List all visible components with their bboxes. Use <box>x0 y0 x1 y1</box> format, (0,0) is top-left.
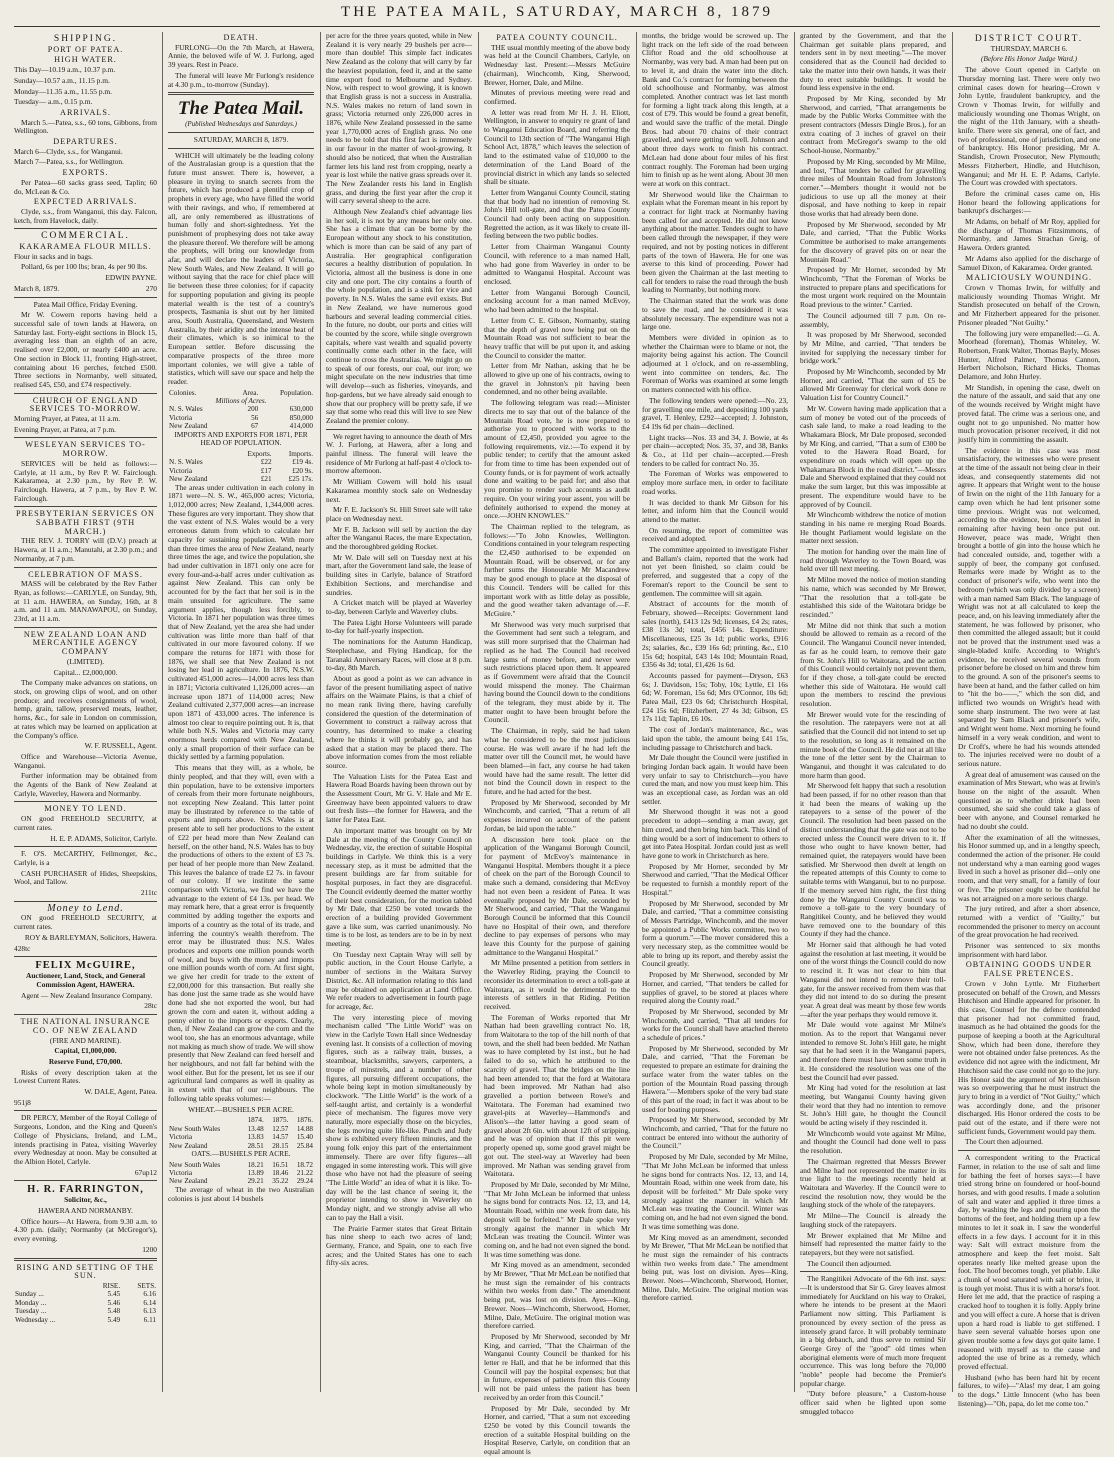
court-paragraph: The following jury were empanelled:—G. A. Moorhead (foreman), Thomas Whiteley, W. Robertson, Frank Walter, Thomas Bayly, Moses Hunter, Alfred Palmer, Thomas Cannon, Herbert Nicholson, Richard Hicks, Thomas Delamore, and John Hurley. <box>958 328 1100 382</box>
wheat-col: 1874. <box>247 1116 264 1125</box>
table-row <box>168 467 314 475</box>
nzloan-text: The Company make advances on stations, on stock, on growing clips of wool, and on other produce; and receives consignments of wool, hemp, grain, tallow, preserved meats, leather, horns, &c., for sale in London on commission, at rates which may be learned on application at the Company's office. <box>14 678 157 740</box>
editorial-paragraph: WHICH will ultimately be the leading colony of the Australasian group is a question that the future must answer. There is, however, a pleasure in trying to snatch secrets from the future, which has produced a plentiful crop of prophets in every age, who have filled the world with their ravings, and who, if remembered at all, are only remembered as illustrations of human folly and short-sightedness. Yet the punishment of prophesying does not take away the pleasure thereof. We therefore will be among the prophets, will bring our knowledge from afar, and will declare the leaders of Victoria, New South Wales, and New Zealand. It will go without saying that the race for chief place will lie between these three colonies; for if capacity for supporting population and giving its people material wealth is the test of a country's prospects, Tasmania is shut out by her limited area, South Australia, Queensland, and Western Australia, by their aridity and the intense heat of their climates, which is so inimical to the European settler. Before discussing the comparative prospects of the three more important colonies, we will give a table of statistics, which will save our space and help the reader. <box>168 150 314 386</box>
flour-date: March 8, 1879. <box>14 283 60 293</box>
wheat-cell: Victoria <box>169 1133 193 1142</box>
imp-col <box>168 450 232 458</box>
council-paragraph: Mr Sherwood felt happy that such a resolution had been passed, if for no other reason than that it had been the means of waking up the ratepayers to a sense of the power of the Council. The resolution had been passed on the distinct understanding that the gate was not to be erected unless the Council were driven to it. If those who ought to have known better, had remained quiet, the ratepayers would have been satisfied. Mr Sherwood then dwelt at length on the repeated attempts of this County to come to suitable terms with Wanganui, but to no purpose. If the memory served him right, the first thing done by the Wanganui County Council was to remove a toll-gate to the very boundary of Rangitikei County, and he believed they would have removed one to the boundary of this County if they had the chance. <box>800 781 946 939</box>
council-paragraph: Accounts passed for payment—Dryson, £63 6s; J. Davidson, 15s; Toby, 10s; Lyttle, £1 16s 6d; W. Foreman, 15s 6d; Mrs O'Connor, 10s 6d; Patea Mail, £23 0s 6d; Christchurch Hospital, £24 15s 6d; Flitzherbert, 27 4s 3d; Gibson, £5 17s 11d; Taplin, £6 10s. <box>642 670 788 724</box>
council-paragraph: THE usual monthly meeting of the above body was held at the Council Chambers, Carlyle, on Wednesday last. Present:—Messrs McGuire (chairman), Winchcomb, King, Sherwood, Brewer, Horner, Dale, and Milne. <box>484 42 630 87</box>
council-paragraph: Mr Sherwood thought it was not a good precedent to adopt—sending a man away, get him cured, and then bring him back. This kind of thing would be a sort of inducement to others to get into Patea Hospital. Jordan could just as well have gone to work in Christchurch as here. <box>642 807 788 860</box>
column-6 <box>800 31 946 1416</box>
council-paragraph: Letter from Wanganui County Council, stating that that body had no intention of removing St. John's Hill toll-gate, and that the Patea County Council had only been acting on supposition. Regretted the action, as it was likely to create ill-feeling between the two public bodies. <box>484 187 630 241</box>
sun-col: SETS. <box>137 1281 156 1290</box>
oats-cell: New South Wales <box>169 1160 221 1169</box>
news-item: Mr W. Dale will sell on Tuesday next at his mart, after the Government land sale, the lease of building sites in Carlyle, balance of Stratford Exhibition Sections, and merchandise and sundries. <box>326 552 472 597</box>
council-paragraph: Proposed by Mr Sherwood, seconded by Mr Dale, and carried, "That a committee consisting of Messrs Partridge, Winchcomb, and the mover be appointed a Public Works committee, two to form a quorum."—The mover considered this a very necessary step, as the committee would be able to bring up its report, and thereby assist the Council greatly. <box>642 898 788 969</box>
imp-cell: £17 <box>260 466 272 475</box>
sun-cell: 5.49 <box>107 1315 121 1324</box>
expected-heading: EXPECTED ARRIVALS. <box>33 197 138 207</box>
council-paragraph: Proposed by Mr Dale, seconded by Mr Milne, "That Mr John McLean be informed that unless he signs bond for contracts Nos. 12, 13, and 14, Mountain Road, within one week from date, his deposit will be forfeited." Mr Dale spoke very strongly against the manner in which Mr McLean was treating the Council. Winter was coming on, and he had not even signed the bond. It was time something was done. <box>484 1180 630 1259</box>
column-rule <box>162 32 163 1392</box>
council-paragraph: Members were divided in opinion as to whether the Chairman were to blame or not, the majority being against his action. The Council adjourned at 1 o'clock, and on re-assembling, went into committee on tenders, &c. The Foreman of Works was examined at some length on matters connected with his office. <box>642 332 788 395</box>
wheat-cell: 15.40 <box>296 1133 313 1142</box>
council-paragraph: The following telegram was read:—Minister directs me to say that out of the balance of the Mountain Road vote, he is now prepared to authorise you to proceed with works to the amount of £2,450, provided you agree to the following requirements, viz.:—To expend it by public tender; to certify that the amount asked for from time to time has been expended out of County funds, or is for payment of work actually done and waiting to be paid for; and also that you promise to render such accounts as audit require. On your wiring your assent, you will be definitely authorised to expend the money at once.—JOHN KNOWLES." <box>484 398 630 521</box>
council-paragraph: The Chairman, in reply, said he had taken what he considered to be the most judicious course. He was well aware if he had left the matter over till the Council met, he would have been blamed—in fact, any course he had taken would have had the same result. The letter did not bind the Council down in respect to the future, and he had acted for the best. <box>484 726 630 797</box>
farrington-place: HAWERA AND NORMANBY. <box>38 1206 133 1216</box>
national-sign: W. DALE, Agent, Patea. <box>84 1087 157 1097</box>
news-item: The Patea Light Horse Volunteers will parade to-day for half-yearly inspection. <box>326 617 472 636</box>
council-paragraph: Mr King had voted for the resolution at last meeting, but Wanganui County having given their word that they had no intention to remove St. John's Hill gate, he thought the Council would be acting wisely if they rescinded it. <box>800 1083 946 1128</box>
tide-line: Tuesday— a.m., 0.15 p.m. <box>14 97 93 107</box>
death-heading: DEATH. <box>223 33 259 42</box>
council-paragraph: Mr W. Cowern having made application that a sum of money be voted out of the proceeds of cash sale land, to make a road leading to the Whakamara Block, Mr Dale proposed, seconded by Mr King, and carried, "That a sum of £300 be voted to the Hawera Road Board, for expenditure on roads which will open up the Whakamara Block in the road district."—Messrs Dale and Sherwood explained that they could not make the sum larger, but this was impossible at present. The expenditure would have to be approved of by Council. <box>800 403 946 509</box>
money2-number: 428tc <box>14 943 31 953</box>
council-paragraph: Proposed by Mr King, seconded by Mr Sherwood, and carried, "That arrangements be made by the Public Works Committee with the present contractors (Messrs Dingle Bros.), for an extra coating of 3 inches of gravel on their contract from McGregor's swamp to the old School-house, Normanby." <box>800 93 946 156</box>
pop-col: Population. <box>280 388 313 397</box>
imp-cell: £21 <box>260 475 272 484</box>
news-item: Husband (who has been hard hit by recent failures, to wife)—"Alas! my dear, I am going to the dogs." Little Innocent (who has been listening)—"Oh, papa, do let me come too." <box>958 1372 1100 1408</box>
article-paragraph: per acre for the three years quoted, while in New Zealand it is very nearly 29 bushels per acre—more than double! This simple fact indicates New Zealand as the colony that will carry by far the heaviest population, feed it, and at the same time export food to Melbourne and Sydney. Now, with respect to wool growing, it is known that English grass is not a success in Australia. N.S. Wales makes no return of land sown in grass; Victoria returned only 226,000 acres in 1876, while New Zealand possessed in the same year 1,770,000 acres of English grass. No one needs to be told that this first fact is immensely in our favour in the matter of wool-growing. It should also be noticed, that when the Australian farmer lets his land rest from cropping, nearly a year is lost while the native grass spreads over it. The New Zealander rests his land in English grass, and during the first year after the crop it will carry several sheep to the acre. <box>326 31 472 206</box>
nzloan-sign: W. F. RUSSELL, Agent. <box>84 741 157 751</box>
news-item: A Cricket match will be played at Waverley to-day, between Carlyle and Waverley clubs. <box>326 598 472 616</box>
council-paragraph: Proposed by Mr Sherwood, seconded by Mr Winchcomb, and carried, "That all tenders for works for the Council shall have attached thereto a schedule of prices." <box>642 1006 788 1043</box>
oats-heading: OATS.—BUSHELS PER ACRE. <box>191 1148 291 1158</box>
oats-cell: Victoria <box>169 1169 193 1178</box>
news-item: About as good a point as we can advance in favor of the present humiliating aspect of native affairs on the Waimate Plains, is that a chief of no mean rank living there, having carefully considered the question of the determination of Government to construct a railway across that country, has determined to make a clearing where he thinks it will probably go, and has asked that a station may be placed there. The above information comes from the most reliable source. <box>326 673 472 770</box>
council-paragraph: The Foreman of Works was empowered to employ more surface men, in order to facilitate road works. <box>642 469 788 496</box>
council-paragraph: Mr Milne did not think that such a motion should be allowed to remain as a record of the Council. The Wanganui Council never intended, as far as he could learn, to remove their gate from St. John's Hill to Waitotara, and the action of this Council would certainly not prevent them, for if they chose, a toll-gate could be erected whether this side of Waitotara. He would call upon the members to rescind the previous resolution. <box>800 620 946 709</box>
sun-cell: 5.45 <box>107 1290 121 1299</box>
pop-cell: Victoria <box>169 413 193 422</box>
imports-heading: IMPORTS AND EXPORTS FOR 1871, PER HEAD OF POPULATION. <box>174 429 308 448</box>
sun-col: RISE. <box>102 1281 121 1290</box>
money-heading: MONEY TO LEND. <box>44 804 127 814</box>
column-2 <box>168 32 314 1392</box>
oats-cell: 18.72 <box>296 1160 313 1169</box>
council-paragraph: The cost of Jordan's maintenance, &c., was laid upon the table, the amount being £41 15s, including passage to Christchurch and back. <box>642 725 788 752</box>
council-paragraph: The committee appointed to investigate Fisher and Ballam's claim, reported that the work had not yet been finished, so claim could be preferred, and suggested that a copy of the Foreman's report to the Council be sent to gentlemen. The committee will sit again. <box>642 545 788 598</box>
date-line: SATURDAY, MARCH 8, 1879. <box>193 134 289 144</box>
wheat-cell: 13.83 <box>247 1133 264 1142</box>
national-heading: THE NATIONAL INSURANCE CO. OF NEW ZEALAND <box>20 1017 151 1035</box>
high-water-heading: HIGH WATER. <box>54 55 117 65</box>
court-paragraph: Prisoner was sentenced to six months imprisonment with hard labor. <box>958 941 1100 959</box>
pop-cell: New Zealand <box>169 422 208 431</box>
farrington-heading: H. R. FARRINGTON, <box>27 1184 144 1196</box>
news-item: An important matter was brought on by Mr Dale at the meeting of the County Council on Wednesday, viz, the erection of suitable Hospital buildings in Carlyle. We think this is a very necessary step, as it must be admitted that the present buildings are far from suitable for hospital purposes, in fact they are disgraceful. The Council evidently deemed the matter worthy of their best consideration, for the motion tabled by Mr Dale, that £250 be voted towards the erection of a building provided Government gave a like sum, was carried unanimously. No time is to be lost, as tenders are to be in by next meeting. <box>326 825 472 949</box>
exports-heading: EXPORTS. <box>62 168 109 178</box>
tide-line: This Day—10.19 a.m., 10.37 p.m. <box>14 65 116 75</box>
flour-ad-number: 270 <box>145 283 157 293</box>
pop-col: Colonies. <box>169 388 197 397</box>
pop-cell: 56 <box>251 413 259 422</box>
oats-cell: 18.21 <box>247 1160 264 1169</box>
column-rule <box>794 32 795 1392</box>
court-paragraph: The above Court opened in Carlyle on Thursday morning last. There were only two criminal cases down for hearing—Crown v John Lyttle, fraudulent bankruptcy, and the Crown v Thomas Irwin, for wilfully and maliciously wounding one Thomas Wright, on the night of the 11th January, with a sheath-knife. There were six general, one of fact, and two of professional, one of jurisdiction, and one of bankruptcy. His Honor presiding, Mr A. Standish, Crown Prosecutor, New Plymouth; Messrs Fitzherbert, Hindle, and Hutchison, Wanganui; and Mr H. E. P. Adams, Carlyle. The Court was crowded with spectators. <box>958 65 1100 188</box>
sun-cell: Sunday ... <box>15 1290 44 1299</box>
population-table <box>168 389 314 431</box>
table-row <box>168 458 314 466</box>
council-paragraph: Mr Milne—The Council is already the laughing stock of the ratepayers. <box>800 1211 946 1229</box>
news-item: The very interesting piece of moving mechanism called "The Little World" was on view in the Carlyle Town Hall since Wednesday evening last. It consists of a collection of moving figures, such as a railway train, busses, a steamboat, blacksmiths, sawyers, carpenters, a troupe of minstrels, and a number of other figures, all pursuing different occupations, the whole being kept in motion simultaneously by clockwork. "The Little World" is the work of a self-taught artist, and certainly is a wonderful piece of mechanism. The figures move very naturally, more especially those on the bicycles, the legs moving quite life-like. Punch and Judy show is exhibited every fifteen minutes, and the young folk enjoy this part of the entertainment immensely. There are over fifty figures—all engaged in some interesting work. This will give those who have not had the pleasure of seeing "The Little World" an idea of what it is like. To-day will be the last chance of seeing it, the proprietor intending to show in Waverley on Monday night, and we strongly advise all who can to pay the Hall a visit. <box>326 1012 472 1222</box>
flour-line: Flour in sacks and in bags. <box>14 251 93 261</box>
imp-cell: Victoria <box>169 466 193 475</box>
council-paragraph: Proposed by Mr Dale, seconded by Mr Horner, and carried, "That a sum not exceeding £250 be voted by this Council towards the erection of a suitable Hospital building on the Hospital Reserve, Carlyle, on condition that an equal amount is <box>484 1403 630 1457</box>
money2-sign: ROY & BARLEYMAN, Solicitors, Hawera. <box>24 932 157 942</box>
fos-text: CASH PURCHASER of Hides, Sheepskins, Wool, and Tallow. <box>14 868 157 887</box>
council-paragraph: Mr Milne moved the notice of motion standing his name, which was seconded by Mr Brewer, "That the resolution that a toll-gate be established this side of the Waitotara bridge be rescinded." <box>800 575 946 619</box>
council-paragraph: Mr Horner said that although he had voted against the resolution at last meeting, it would be one of the worst things the Council could do now to rescind it. It was not clear to him that Wanganui did not intend to remove their toll-gate, for the answer received from them was that they did not intend to do so during the present year. A great deal was meant by those few words—after the year perhaps they would remove it. <box>800 940 946 1019</box>
council-paragraph: Mr Dale would vote against Mr Milne's motion. As to the report that Wanganui never intended to remove St. John's Hill gate, he might say that he had seen it in the Wanganui papers, and therefore there must have been some truth in it. He considered the resolution was one of the best the Council had ever passed. <box>800 1020 946 1082</box>
felix-text: Agent — New Zealand Insurance Company. <box>21 990 153 1000</box>
council-paragraph: The motion for handing over the main line of road through Waverley to the Town Board, was held over till next meeting. <box>800 547 946 574</box>
sun-cell: Monday ... <box>15 1298 47 1307</box>
arrivals-text: March 5.—Patea, s.s., 60 tons, Gibbons, from Wellington. <box>14 117 157 136</box>
council-paragraph: Mr Winchcomb would vote against Mr Milne, and thought the Council had done well to pass the resolution. <box>800 1128 946 1156</box>
council-paragraph: Proposed by Mr Dale, seconded by Mr Milne, "That Mr John McLean be informed that unless he signs bond for contracts Nos. 12, 13, and 14, Mountain Road, within one week from date, his deposit will be forfeited." Mr Dale spoke very strongly against the manner in which Mr McLean was treating the Council. Winter was coming on, and he had not even signed the bond. It was time something was done. <box>642 1152 788 1231</box>
council-paragraph: The Chairman stated that the work was done to save the road, and he considered it was absolutely necessary. The expenditure was not a large one. <box>642 296 788 332</box>
departures-heading: DEPARTURES. <box>53 137 118 147</box>
sun-table <box>14 1282 157 1324</box>
death-text: FURLONG—On the 7th March, at Hawera, Annie, the beloved wife of W. J. Furlong, aged 39 years. Rest in Peace. <box>168 42 314 70</box>
pop-cell: 200 <box>247 405 259 414</box>
news-item: "Duty before pleasure," a Custom-house officer said when he lighted upon some smuggled tobacco <box>800 1389 946 1416</box>
imp-cell: £22 <box>260 458 272 467</box>
council-paragraph: Mr Brewer explained that Mr Milne and himself had represented the matter fairly to the ratepayers, but they were not satisfied. <box>800 1230 946 1257</box>
table-row <box>14 1316 157 1324</box>
expected-text: Clyde, s.s., from Wanganui, this day. Falcon, ketch, from Havelock, daily. <box>14 206 157 225</box>
imp-cell: £20 9s. <box>292 466 313 475</box>
court-paragraph: The jury retired, and after a short absence, returned with a verdict of "Guilty," but recommended the prisoner to mercy on account of the great provocation he had received. <box>958 904 1100 940</box>
council-paragraph: Letter from Wanganui Borough Council, enclosing account for a man named McEvoy, who had been admitted to the hospital. <box>484 287 630 315</box>
council-paragraph: Mr King moved as an amendment, seconded by Mr Brewer, "That Mr McLean be notified that he must sign the remainder of his contracts within two weeks from date." The amendment being put, was lost on division. Ayes—King, Brewer. Noes—Winchcomb, Sherwood, Horner, Milne, Dale, McGuire. The original motion was therefore carried. <box>642 1232 788 1303</box>
wesleyan-text: SERVICES will be held as follows:—Carlyle, at 11 a.m., by Rev P. W. Fairclough. Kakaramea, at 2.30 p.m., by Rev P. W. Fairclough. Hawera, at 7 p.m., by Rev P. W. Fairclough. <box>14 458 157 503</box>
court-paragraph: The Court then adjourned. <box>965 1137 1043 1147</box>
port-heading: PORT OF PATEA. <box>47 44 124 54</box>
court-paragraph: Mr Standish, in opening the case, dwelt on the nature of the assault, and said that any one of the wounds received by Wright might have proved fatal. The crime was a serious one, and ought not to go unpunished. No matter how much provocation prisoner received, it did not justify him in committing the assault. <box>958 382 1100 444</box>
pop-sub: Millions of Acres. <box>215 397 267 406</box>
shipping-heading: SHIPPING. <box>53 34 118 44</box>
news-item: Mr William Cowern will hold his usual Kakaramea monthly stock sale on Wednesday next. <box>326 477 472 504</box>
court-paragraph: Mr Adams also applied for the discharge of Samuel Dixon, of Kakaramea. Order granted. <box>958 253 1100 272</box>
court-date: THURSDAY, MARCH 6. <box>990 43 1068 53</box>
wheat-col: 1876. <box>296 1116 313 1125</box>
council-paragraph: Letter from Mr Nathan, asking that he be allowed to give up one of his contracts, owing to the gravel in Johnston's pit having been condemned, and no other being available. <box>484 361 630 397</box>
news-item: We regret having to announce the death of Mrs W. J. Furlong, at Hawera, after a long and painful illness. The funeral will leave the residence of Mr Furlong at half-past 4 o'clock to-morrow afternoon. <box>326 431 472 476</box>
council-paragraph: Proposed by Mr Sherwood, seconded by Mr Dale, and carried, "That the Public Works Committee be authorised to make arrangements for the discovery of gravel pits on or near the Mountain Road." <box>800 219 946 264</box>
news-item: Mr F. B. Jackson will sell by auction the day after the Wanganui Races, the mare Expectation, and the thoroughbred gelding Rocket. <box>326 524 472 552</box>
money2-text: ON good FREEHOLD SECURITY, at current rates. <box>14 913 157 932</box>
departure-line: March 6—Clyde, s.s., for Wanganui. <box>14 146 123 156</box>
flour-date-line <box>14 285 157 294</box>
felix-number: 28tc <box>144 1001 157 1011</box>
oats-cell: 35.22 <box>272 1177 289 1186</box>
council-paragraph: Proposed by Mr Sherwood, seconded by Mr King, and carried, "That the Chairman of the Wanganui County Council be thanked for his letter re Hall, and that he be informed that this Council will pay the hospital expenses; but that in future, expenses of patients from this County will not be paid unless the patient has been received by an order from this Council." <box>484 1331 630 1402</box>
court-subheading: MALICIOUSLY WOUNDING. <box>965 273 1093 283</box>
column-1 <box>14 32 157 1392</box>
church-line: Evening Prayer, at Patea, at 7 p.m. <box>14 424 116 434</box>
court-before: (Before His Honor Judge Ward.) <box>980 54 1078 64</box>
court-paragraph: Mr Adams, on behalf of Mr Roy, applied for the discharge of Thomas Fitzsimmons, of Normanby, and James Strachan Greig, of Hawera. Orders granted. <box>958 217 1100 253</box>
wheat-col <box>168 1116 240 1124</box>
pop-cell: 630,000 <box>289 405 313 414</box>
council-paragraph: Proposed by Mr Sherwood, seconded by Mr Winchcomb, and carried, "That a return of all expenses incurred on account of the patient Jordan, be laid upon the table." <box>484 797 630 833</box>
nzloan-capital: Capital... £2,000,000. <box>53 667 118 677</box>
presbyterian-text: THE REV. J. TORRY will (D.V.) preach at Hawera, at 11 a.m.; Manutahi, at 2.30 p.m.; and Normanby, at 7 p.m. <box>14 536 157 563</box>
pop-cell: 67 <box>251 422 259 431</box>
sun-cell: 5.46 <box>107 1298 121 1307</box>
council-paragraph: The Foreman of Works reported that Mr Nathan had been gravelling contract No. 18, from Waitotara to the top of the hill north of that town, and the shell had been bedded. Mr Nathan was to have completed by 1st inst., but he had failed to do so, which he attributed to the scarcity of gravel. That the bridges on the line had been attended to; that the ford at Waitotara had been improved. Mr Nathan had also gravelled a portion between Rowe's and Waitotara. The Foreman had examined two gravel-pits at Waverley—Hammond's and Alison's—the latter having a good seam of gravel about 2ft 6in. with about 12ft of stripping, and he was of opinion that if this pit were properly opened up, some good gravel might be got out. The steel-way at Waverley had been improved. Mr Nathan was sending gravel from Waitotara. <box>484 1012 630 1179</box>
imp-cell: £19 4s. <box>292 458 313 467</box>
church-line: Morning Prayer, at Patea, at 11 a.m. <box>14 414 121 424</box>
sun-cell: 6.11 <box>143 1315 156 1324</box>
imp-cell: £25 17s. <box>288 475 313 484</box>
arrivals-heading: ARRIVALS. <box>60 107 111 117</box>
council-paragraph: Proposed by Mr King, seconded by Mr Milne, and lost, "That tenders be called for gravelling three miles of Mountain Road from Johnston's corner."—Members thought it would not be judicious to use up all the money at their disposal, and have nothing to keep in repair those works that had already been done. <box>800 156 946 219</box>
farrington-number: 1200 <box>142 1244 157 1254</box>
council-paragraph: The Chairman regretted that Messrs Brewer and Milne had not represented the matter in its true light to the meetings recently held at Waitotara and Waverley. If the Council were to rescind the resolution now, they would be the laughing stock of the whole of the ratepayers. <box>800 1156 946 1210</box>
council-paragraph: Proposed by Mr Sherwood, seconded by Mr Horner, and carried, "That tenders be called for supplies of gravel, to be stored at places where required along the County road." <box>642 970 788 1006</box>
percy-text: DR PERCY, Member of the Royal College of Surgeons, London, and the King and Queen's College of Physicians, Ireland, and L.M., intends practising in Patea, visiting Waverley every Wednesday at noon. May be consulted at the Albion Hotel, Carlyle. <box>14 1113 157 1166</box>
paper-title: The Patea Mail. <box>177 98 305 120</box>
column-rule <box>478 32 479 1392</box>
wheat-cell: 13.48 <box>247 1124 264 1133</box>
pop-cell: N. S. Wales <box>169 405 203 414</box>
sun-cell: 6.16 <box>143 1290 156 1299</box>
council-paragraph: Proposed by Mr Sherwood, seconded by Mr Winchcomb, and carried, "That for the future no contract be entered into without the authority of the Council." <box>642 1115 788 1151</box>
wheat-cell: New Zealand <box>169 1141 208 1150</box>
felix-sub: Auctioneer, Land, Stock, and General Commission Agent, HAWERA. <box>25 971 145 989</box>
national-number: 951j8 <box>14 1097 31 1107</box>
pop-col: Area. <box>242 388 259 397</box>
commercial-heading: COMMERCIAL. <box>41 231 130 242</box>
table-row <box>168 1169 314 1177</box>
national-sub: (FIRE AND MARINE). <box>49 1035 122 1045</box>
wheat-cell: New South Wales <box>169 1124 221 1133</box>
table-row <box>168 414 314 422</box>
council-paragraph: Minutes of previous meeting were read and confirmed. <box>484 88 630 106</box>
money2-heading: Money to Lend. <box>47 902 124 914</box>
council-paragraph: Mr King moved as an amendment, seconded by Mr Brewer, "That Mr McLean be notified that he must sign the remainder of his contracts within two weeks from date." The amendment being put, was lost on division. Ayes—King, Brewer. Noes—Winchcomb, Sherwood, Horner, Milne, Dale, McGuire. The original motion was therefore carried. <box>484 1260 630 1331</box>
mass-text: MASS will be celebrated by the Rev Father Ryan, as follows:—CARLYLE, on Sunday, 9th, at 11 a.m. HAWERA, on Sunday, 16th, at 8 a.m. and 11 a.m. MANAWAPOU, on Sunday, 23rd, at 11 a.m. <box>14 579 157 624</box>
wheat-cell: 25.84 <box>296 1141 313 1150</box>
imp-col: Exports. <box>247 450 272 459</box>
flour-heading: KAKARAMEA FLOUR MILLS. <box>19 242 152 252</box>
oats-cell: 29.24 <box>296 1177 313 1186</box>
pop-cell: 414,000 <box>289 422 313 431</box>
council-paragraph: granted by the Government, and that the Chairman get suitable plans prepared, and tenders sent in by next meeting."—The mover considered that as the Council had decided to take the matter into their own hands, it was their duty to erect suitable buildings. It would be found less expensive in the end. <box>800 31 946 93</box>
council-paragraph: Proposed by Mr Sherwood, seconded by Mr Dale, and carried, "That the Foreman be requested to prepare an estimate for draining the surface water from the water tables on the portion of the Mountain Road passing through Hawera."—Members spoke of the very bad state of this part of the road; in fact it was about to be used for boating purposes. <box>642 1043 788 1114</box>
percy-number: 67up12 <box>134 1167 157 1177</box>
news-item: The Rangitikei Advocate of the 6th inst. says:—It is understood that Sir G. Grey leaves almost immediately for Auckland on his way to Orakei, where he intends to be present at the Maori Parliament now sitting. This Parliament is pronounced by every section of the press as intensely grand farce. It will probably terminate in a big debauch, and thus serve to remind Sir George Grey of the "good" old times when aboriginal elements were of much more frequent occurrence. This was long before the 70,000 "noble" people had become the Premier's popular charge. <box>800 1274 946 1388</box>
article-paragraph: Although New Zealand's chief advantage lies in her soil, it is not by any means her only one. She has a climate that can be borne by the European without any shock to his constitution, which is more than can be said of any part of Australia. Her geographical configuration secures a healthy distribution of population. In Victoria, almost all the business is done in one city and one port. The city contains a fourth of the whole population, and is a sink for vice and poverty. In N.S. Wales the same evil exists. But in New Zealand, we have numerous good harbours and several leading commercial cities. In the future, no doubt, our ports and cities will be counted by the score, while single overgrown capitals, where vast wealth and squalid poverty continually come each other in the face, will continue to cross the Australias. We might go on to speak of our forests, our coal, our iron; we might speculate on the new industries that time will develop—such as fisheries, vineyards, and hop-gardens, but we have already said enough to show that our prophecy will be pretty safe, if we say that some who read this will live to see New Zealand the premier colony. <box>326 207 472 425</box>
council-paragraph: Letter from Chairman Wanganui County Council, with reference to a man named Hall, who had gone from Waverley in order to be admitted to Wanganui Hospital. Account was enclosed. <box>484 242 630 286</box>
exports-text: Per Patea—60 sacks grass seed, Taplin; 60 do, McLean & Co. <box>14 177 157 196</box>
council-paragraph: A letter was read from Mr H. J. H. Eliott, Wellington, in answer to enquiry re grant of land to Wanganui Education Board, and referring the Council to 13th section of "The Wanganui High School Act, 1878," which leaves the selection of land to the estimated value of £10,000 to the determination of the Land Board of the provincial district in which any lands so selected shall be situate. <box>484 107 630 187</box>
death-funeral: The funeral will leave Mr Furlong's residence at 4.30 p.m., to-morrow (Sunday). <box>168 70 314 89</box>
news-item: Mr F. E. Jackson's St. Hill Street sale will take place on Wednesday next. <box>326 505 472 523</box>
wheat-cell: 28.51 <box>247 1141 264 1150</box>
fos-heading: F. O'S. McCARTHY, Fellmonger, &c., Carlyle, is a <box>14 849 157 867</box>
court-paragraph: Before the criminal cases came on, His Honor heard the following applications for bankrupt's discharges:— <box>958 188 1100 216</box>
court-subheading: OBTAINING GOODS UNDER FALSE PRETENCES. <box>965 960 1093 979</box>
table-row <box>168 405 314 413</box>
wheat-cell: 12.57 <box>272 1124 289 1133</box>
oats-table <box>168 1161 314 1186</box>
table-row <box>14 1307 157 1315</box>
imports-table <box>168 450 314 484</box>
national-capital: Capital, £1,000,000. <box>54 1046 117 1056</box>
nzloan-more: Further information may be obtained from the Agents of the Bank of New Zealand at Carlyle, Waverley, Hawera and Normanby. <box>14 771 157 798</box>
council-paragraph: Letter from C. E. Gibson, Normanby, stating that the depth of gravel now being put on the Mountain Road was not sufficient to bear the heavy traffic that will be put upon it, and asking the Council to consider the matter. <box>484 315 630 360</box>
felix-heading: FELIX McGUIRE, <box>35 960 136 972</box>
council-paragraph: Mr Sherwood would like the Chairman to explain what the Foreman meant in his report by a contract for light track at Normanby having been called for and accepted. He did not know anything about the matter. Tenders ought to have been called through the newspaper, if they were required, and not by posting notices in different parts of the town of Hawera. He for one was averse to this kind of proceeding. Power had been given the Chairman at the last meeting to call for tenders to raise the road through the bush leading to Normanby, but nothing more. <box>642 189 788 295</box>
council-paragraph: months, the bridge would be screwed up. The light track on the left side of the road between Cliftor Road and the old schoolhouse at Normanby, was very bad. A man had been put on to level it, and drain the water into the ditch. Bank and Co.'s contract for forming between the old schoolhouse and Normanby, was almost completed. Another contract was let last month for forming a light track along this length, at a cost of £79. This would be found a great benefit, and would save the traffic of the metal. Dingle Bros. had about 70 chains of their contract gravelled, and were getting on well. Johnson and about three days work to finish his contract. McLean had done about four miles of his first contract roughly. The Foreman had been urging him to finish up as he went along. About 30 men were at work on this contract. <box>642 31 788 188</box>
table-row <box>14 1299 157 1307</box>
wesleyan-heading: WESLEYAN SERVICES TO-MORROW. <box>25 440 146 459</box>
nzloan-heading: NEW ZEALAND LOAN AND MERCANTILE AGENCY COMPANY <box>23 629 148 657</box>
masthead-rule <box>14 26 1100 27</box>
paper-subtitle: (Published Wednesdays and Saturdays.) <box>185 120 297 129</box>
farrington-sub: Solicitor, &c., <box>64 1195 107 1205</box>
tide-line: Sunday—10.57 a.m., 11.15 p.m. <box>14 75 110 85</box>
council-paragraph: A discussion here took place on the application of the Wanganui Borough Council, for payment of McEvoy's maintenance in Wanganui Hospital. Members thought it a piece of cheek on the part of the Borough Council to make such a demand, considering that McEvoy had not even been a resident of Patea. It was eventually proposed by Mr Dale, seconded by Mr Sherwood, and carried, "That the Wanganui Borough Council be informed that this Council have no Hospital of their own, and therefore decline to pay expenses of persons who may leave this County for the purpose of gaining admittance to the Wanganui Hospital." <box>484 834 630 957</box>
court-paragraph: The evidence in this case was most unsatisfactory, the witnesses who were present at the time of the assault not being clear in their ideas, and consequently statements did not agree. It appears that Wright went to the house of Irwin on the night of the 11th January for a camp oven which he had lent prisoner some time previous. Wright was not welcomed, according to the evidence, but he persisted in remaining after having been once put out. However, peace was made, Wright then brought a bottle of gin into the house which he had concealed outside, and, together with a supply of beer, the company got confused. Remarks were made by Wright as to the conduct of prisoner's wife, who went into the bedroom (which was only divided by a screen) with a man named Sam Black. The language of Wright was not at all calculated to keep the peace, and, on his leaving immediately after the statement, he was followed by prisoner, who then committed the alleged assault; but it could not be proved that the instrument used was a single-bladed knife. According to Wright's evidence, he received several wounds from prisoner before he closed on him and threw him to the ground. A son of the prisoner's seems to have been at hand, and the father called on him to "hit the bo——," which the son did, and inflicted two wounds on Wright's head with some sharp instrument. The two were at last separated by Sam Black and prisoner's wife, and Wright went home. Next morning he found himself in a very weak condition, and went to Dr Croft's, where he had his wounds attended to. The injuries received were no doubt of a serious nature. <box>958 445 1100 768</box>
national-text: Risks of every description taken at the Lowest Current Rates. <box>14 1067 157 1086</box>
sun-col <box>14 1282 87 1290</box>
sun-cell: 5.48 <box>107 1307 121 1316</box>
tide-line: Monday—11.35 a.m., 11.55 p.m. <box>14 86 112 96</box>
wheat-table <box>168 1116 314 1150</box>
council-paragraph: It was proposed by Mr Sherwood, seconded by Mr Milne, and carried, "That tenders be invited for supplying the necessary timber for bridge work." <box>800 330 946 366</box>
council-paragraph: Proposed by Mr Horner, seconded by Mr Sherwood and carried, "That the Medical Officer be requested to furnish a monthly report of the Hospital." <box>642 861 788 897</box>
oats-cell: 13.89 <box>247 1169 264 1178</box>
national-reserve: Reserve Fund, £70,000. <box>48 1056 123 1066</box>
council-paragraph: Mr Winchcomb withdrew the notice of motion standing in his name re merging Road Boards. He thought Parliament would legislate on the matter next session. <box>800 510 946 546</box>
flour-line: Pollard, 6s per 100 lbs; bran, 4s per 90 lbs. <box>21 262 148 272</box>
council-paragraph: Mr Milne presented a petition from settlers in the Waverley Riding, praying the Council to reconsider its determination to erect a toll-gate at Waitotara, as it would be detrimental to the interests of settlers in that Riding. Petition received. <box>484 958 630 1011</box>
council-paragraph: The following tenders were opened:—No. 23, for gravelling one mile, and depositing 100 yards gravel, T. Henley, £292—accepted; J. Johnston, £4 19s 6d per chain—declined. <box>642 395 788 431</box>
council-paragraph: On resuming, the report of committee was received and adopted. <box>642 525 788 544</box>
sun-cell: Wednesday ... <box>15 1315 56 1324</box>
court-paragraph: Crown v Thomas Irwin, for wilfully and maliciously wounding Thomas Wright. Mr Standish prosecuted on behalf of the Crown, and Mr Fitzherbert appeared for the prisoner. Prisoner pleaded "Not Guilty." <box>958 282 1100 327</box>
council-paragraph: Mr Dale thought the Council were justified in bringing Jordan back again. It would have been very unfair to say to Christchurch—you have cured the man, and now you must keep him. This was an exceptional case, as Jordan was an old settler. <box>642 753 788 806</box>
column-5 <box>642 32 788 1392</box>
council-paragraph: Light tracks—Nos. 33 and 34, J. Bowie, at 4s per chain—accepted; Nos. 35, 37, and 38, Banks & Co., at 11d per chain—accepted.—Fresh tenders to be called for contract No. 35. <box>642 432 788 468</box>
council-paragraph: Abstract of accounts for the month of February, showed—Receipts: Government land sales (north), £413 12s 9d; licenses, £4 2s; rates, £38 13s 3d; total, £456 14s. Expenditure: Miscellaneous, £25 3s 1d; public works, £916 2s; salaries, &c., £39 16s 6d; printing, &c., £10 15s 6d; hospital, £43 14s 10d; Mountain Road, £356 4s 3d; total, £1,426 1s 6d. <box>642 599 788 670</box>
wheat-cell: 28.15 <box>272 1141 289 1150</box>
wheat-cell: 14.57 <box>272 1133 289 1142</box>
imp-cell: New Zealand <box>169 475 208 484</box>
court-paragraph: A great deal of amusement was caused on the examination of Mrs Stewart, who was at Irwin's house on the night of the assault. When questioned as to whether drink had been consumed, she said she could take a glass of beer with anyone, and Counsel remarked he had no doubt she could. <box>958 769 1100 831</box>
oats-cell: 29.21 <box>247 1177 264 1186</box>
column-7 <box>958 32 1100 1408</box>
editorial-paragraph: This means that they will, as a whole, be thinly peopled, and that they will, even with a thin population, have to be extensive importers of cereals from their more fortunate neighbours, not excepting New Zealand. This latter point may be illustrated by reference to the table of exports and imports above. N.S. Wales is at present able to sell her productions to the extent of £22 per head more than New Zealand can herself, on the other hand, N.S. Wales has to buy the productions of others to the extent of £3 7s. per head of her people more than New Zealand. This leaves the balance of trade £2 7s. in favour of our colony. If we institute the same comparison with Victoria, we find we have the advantage to the extent of £4 13s. per head. We may remark here, that a great error is frequently committed by adding together the exports and imports of a country as the total of its trade, and inferring the country's wealth therefrom. The error may be illustrated thus: N.S. Wales produces and exports one million pounds worth of wool, and buys with the money and imports one million pounds worth of corn. At first sight, we give her credit for trade to the extent of £2,000,000 for this transaction. But really she has done just the same trade as she would have done had she not exported the wool, but had grown the corn and eaten it, without adding a penny either to the imports or exports. Clearly, then, if New Zealand can grow the corn and the wool too, she has an enormous advantage, while not making as much show of trade. We will show presently that New Zealand can feed herself and her neighbours, and not fall far behind with the wool either. But for the present, let us see if our agricultural land compares as well in quality as in extent with that of our neighbours. The following table speaks volumes:— <box>168 763 314 1103</box>
council-heading: PATEA COUNTY COUNCIL. <box>496 33 618 42</box>
column-rule <box>952 32 953 1392</box>
wheat-cell: 14.88 <box>296 1124 313 1133</box>
farrington-text: Office hours—At Hawera, from 9.30 a.m. to 4.30 p.m. (daily; Normanby (at McGregor's), every evening. <box>14 1216 157 1244</box>
nzloan-office: Office and Warehouse—Victoria Avenue, Wanganui. <box>14 751 157 770</box>
table-row <box>168 1125 314 1133</box>
flour-sign: EDWIN PAYNE. <box>105 273 157 283</box>
sun-heading: RISING AND SETTING OF THE SUN. <box>16 1262 155 1281</box>
sun-cell: 6.13 <box>143 1307 156 1316</box>
news-item: The Prairie Farmer states that Great Britain has nine sheep to each two acres of land; Germany, France, and Spain, one to each five acres; and the United States has one to each fifty-six acres. <box>326 1223 472 1268</box>
nzloan-sub: (LIMITED). <box>66 656 105 666</box>
editorial-paragraph: The average of wheat in the two Australian colonies is just about 14 bushels <box>168 1184 314 1203</box>
news-item: On Tuesday next Captain Wray will sell by public auction, in the Court House Carlyle, a number of sections in the Waitara Survey District, &c. All information relating to this land may be obtained on application at Land Office. We refer readers to advertisement in fourth page for acreage, &c. <box>326 949 472 1011</box>
court-paragraph: After the examination of all the witnesses, his Honor summed up, and in a lengthy speech, condemned the action of the prisoner. He could not understand why a man earning good wages lived in such a hovel as prisoner did—only one room, and that very small, for a family of four or five. The prisoner ought to be thankful he was not arraigned on a more serious charge. <box>958 832 1100 903</box>
council-paragraph: Proposed by Mr Horner, seconded by Mr Winchcomb, "That the Foreman of Works be instructed to prepare plans and specifications for the most urgent work required on the Mountain Road previous to the winter." Carried. <box>800 265 946 310</box>
sun-cell: Tuesday ... <box>15 1307 47 1316</box>
column-rule <box>320 32 321 1392</box>
church-heading: CHURCH OF ENGLAND SERVICES TO-MORROW. <box>29 395 142 414</box>
council-paragraph: Proposed by Mr Winchcomb, seconded by Mr Horner, and carried, "That the sum of £5 be allowed Mr Greenway for clerical work done re Valuation List for Country Council." <box>800 367 946 403</box>
council-paragraph: Mr Sherwood was very much surprised that the Government had sent such a telegram, and was still more surprised that the Chairman had replied as he had. The Council had received large sums of money before, and never were such restrictions placed upon them. It appeared as if Government were afraid that the Council would misspend the money. The Chairman having bound the Council down to the conditions of the telegram, they must abide by it. The matter ought to have been brought before the Council. <box>484 619 630 725</box>
oats-cell: 18.46 <box>272 1169 289 1178</box>
wheat-col: 1875. <box>272 1116 289 1125</box>
column-3 <box>326 32 472 1392</box>
mass-heading: CELEBRATION OF MASS. <box>28 569 143 579</box>
council-paragraph: The Chairman replied to the telegram, as follows:—"To John Knowles, Wellington. Conditions contained in your telegram respecting the £2,450 authorised to be expended on Mountain Road, will be observed, or for any further sums the Honourable Mr Macandrew may be good enough to place at the disposal of this Council. Tenders will be called for this important work with as little delay as possible, and the good weather taken advantage of.—F. McGuire." <box>484 521 630 618</box>
court-heading: DISTRICT COURT. <box>974 34 1084 44</box>
oats-cell: 16.51 <box>272 1160 289 1169</box>
council-paragraph: The Council adjourned till 7 p.m. On re-assembly, <box>800 310 946 329</box>
oats-cell: New Zealand <box>169 1177 208 1186</box>
sun-cell: 6.14 <box>143 1298 156 1307</box>
council-paragraph: Mr Brewer would vote for the rescinding of the resolution. The ratepayers were not at all satisfied that the Council did not intend to set up to the resolution, so long as it remained on the minute book of the Council. He did not at all like the tone of the letter sent by the Chairman to Wanganui, and thought it was calculated to do more harm than good. <box>800 709 946 780</box>
court-paragraph: Crown v John Lyttle. Mr Fitzherbert prosecuted on behalf of the Crown, and Messrs Hutchison and Hindle appeared for prisoner. In this case, Counsel for the defence contended that prisoner had not committed fraud, inasmuch as he had obtained the goods for the purpose of keeping a booth at the Agricultural Show, which had been done, therefore they were not obtained under false pretences. As the evidence did not agree with the indictment, Mr Hutchison said the case could not go to the jury. His Honor said the argument of Mr Hutchison was so overpowering that he must instruct the jury to bring in a verdict of "Not Guilty," which was accordingly done, and the prisoner discharged. His Honor ordered the costs to be paid out of the estate, and if there were not sufficient funds, Government would pay them. <box>958 978 1100 1136</box>
oats-cell: 21.22 <box>296 1169 313 1178</box>
departure-line: March 7—Patea, s.s., for Wellington. <box>14 157 124 167</box>
council-paragraph: The Council then adjourned. <box>807 1258 892 1268</box>
presbyterian-heading: PRESBYTERIAN SERVICES ON SABBATH FIRST (9TH MARCH.) <box>16 509 155 536</box>
wheat-heading: WHEAT.—BUSHELS PER ACRE. <box>188 1104 294 1114</box>
column-4 <box>484 32 630 1457</box>
news-item: The Valuation Lists for the Patea East and Hawera Road Boards having been thrown out by the Assessment Court, Mr G. V. Hale and Mr E. Greenway have been appointed valuers to draw out fresh lists—the former for Hawera, and the latter for Patea East. <box>326 771 472 825</box>
imp-cell: N. S. Wales <box>169 458 203 467</box>
news-item: The nominations for the Autumn Handicap, Steeplechase, and Flying Handicap, for the Taranaki Anniversary Races, will close at 8 p.m. to-day, 8th March. <box>326 637 472 673</box>
table-row <box>14 1290 157 1298</box>
editorial-paragraph: The areas under cultivation in each colony in 1871 were—N. S. W., 465,000 acres; Victoria, 1,012,000 acres; New Zealand, 1,344,000 acres. These figures are very important. They show that the vast extent of N.S. Wales would be a very erroneous datum from which to calculate her capacity for sustaining population. With more than three times the area of New Zealand, nearly three times the age, and twice the population, she had under cultivation in 1871 only one acre for every four-and-a-half acres under cultivation as against New Zealand. This can only be accounted for by the fact that her soil is in the main unsuited for agriculture. The same argument applies, though less forcibly, to Victoria. In 1871 her population was three times that of New Zealand, yet the area she had under cultivation was little more than half of that cultivated in our more favoured colony. If we compare the returns for 1871 with those for 1876, we shall see that New Zealand is not losing her lead in agriculture. In 1876, N.S.W. cultivated 451,000 acres—14,000 acres less than in 1871; Victoria cultivated 1,126,000 acres—an increase upon 1871 of 114,000 acres; New Zealand cultivated 2,377,000 acres—an increase upon 1871 of 433,000 acres. The inference is almost too clear to require pointing out. It is, that while both N.S. Wales and Victoria may carry enormous herds compared with New Zealand, only a small proportion of their surface can be thickly settled by a farming population. <box>168 482 314 762</box>
council-paragraph: It was decided to thank Mr Gibson for his letter, and inform him that the Council would attend to the matter. <box>642 497 788 524</box>
pop-cell: 850,000 <box>289 413 313 422</box>
news-item: A correspondent writing to the Practical Farmer, in relation to the use of salt and lime for bathing the feet of horses says:—I have tried strong brine on foundered or hoof-bound horses, and with good results. I made a solution of salt and water and applied it three times a day, by washing the legs and pouring upon the bottoms of the feet, and holding them up a few minutes to let it soak in. I saw the wonderful effects in a few days. I account for it in this way: Salt will extract moisture from the atmosphere and keep the feet moist. Salt operates nearly like melted grease upon the foot. The hoof becomes tough, yet pliable. Like a chunk of wood saturated with salt or brine, it is tough yet moist. Thus it is with a horse's foot. Here let me add, that the practice of rasping a cracked hoof to toughen it is folly. Apply brine and you will effect a cure. A horse that is driven upon a hard road is liable to get stiffened. I have seen several valuable horses upon one given trouble some a few days got quite lame. I reasoned with myself as to the cause and adopted the use of brine as a remedy, which proved effectual. <box>958 1153 1100 1372</box>
masthead: THE PATEA MAIL, SATURDAY, MARCH 8, 1879 <box>341 4 773 20</box>
imp-col: Imports. <box>288 450 313 459</box>
money-text: ON good FREEHOLD SECURITY, at current rates. <box>14 814 157 832</box>
column-rule <box>636 32 637 1392</box>
fos-number: 211tc <box>140 888 157 898</box>
office-text: Mr W. Cowern reports having held a successful sale of town lands at Hawera, on Saturday last. Forty-eight sections in Block 15, averaging less than an eighth of an acre, realised over £2,000, or nearly £400 an acre. One section in Block 11, fronting High-street, containing about 16 perches, fetched £500. Three sections in Normanby, well situated, realised £45, £50, and £74 respectively. <box>14 310 157 389</box>
money-sign: H. E. P. ADAMS, Solicitor, Carlyle. <box>50 833 157 843</box>
office-line: Patea Mail Office, Friday Evening. <box>33 299 138 309</box>
table-row <box>168 1161 314 1169</box>
table-row <box>168 1133 314 1141</box>
